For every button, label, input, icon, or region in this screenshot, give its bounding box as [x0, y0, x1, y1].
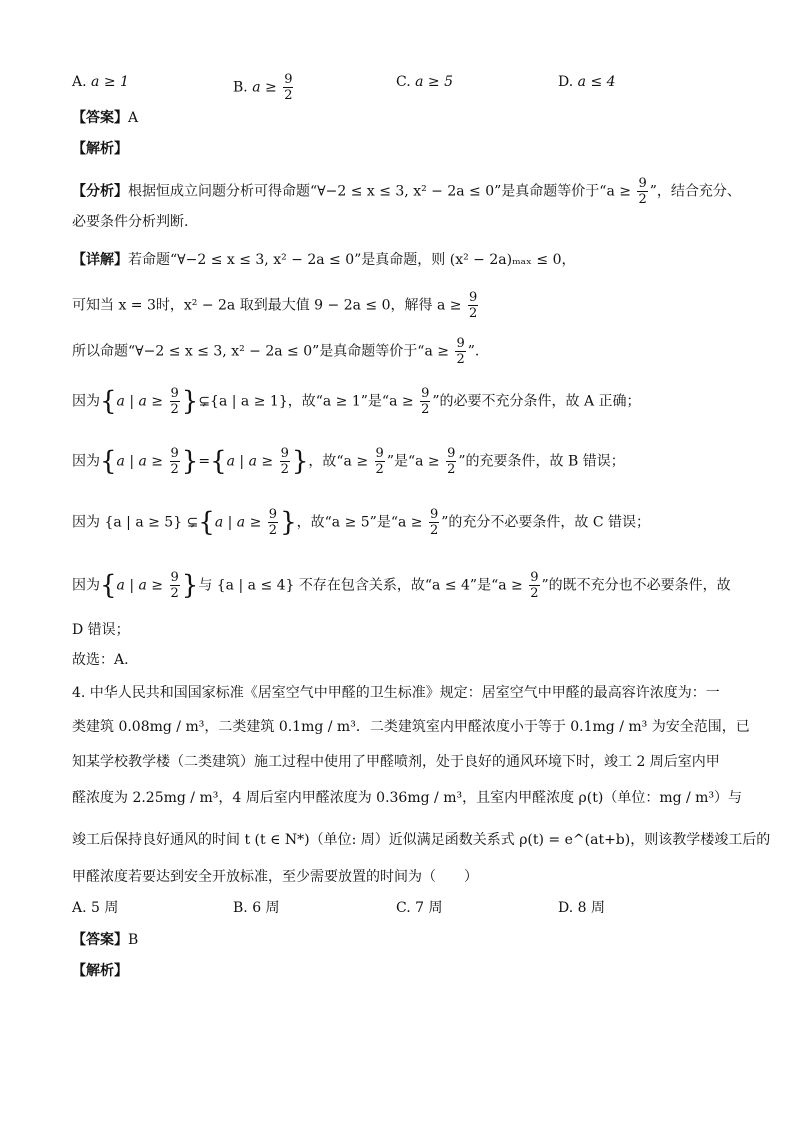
option-b: [233, 72, 295, 103]
detail-line-1: 【详解】若命题“∀−2 ≤ x ≤ 3, x² − 2a ≤ 0”是真命题，则 (x² − 2a)ₘₐₓ ≤ 0，: [72, 252, 576, 268]
fraction-nine-halves: $\frac{9}{2}$: [456, 336, 465, 367]
option-a-expr: a ≥ 1: [91, 74, 129, 90]
option-c-label: C.: [396, 74, 411, 90]
option-b-expr: a ≥: [252, 79, 277, 96]
q4-line-5: 竣工后保持良好通风的时间 t (t ∈ N*)（单位: 周）近似满足函数关系式 ρ(t) = e^(at+b)，则该教学楼竣工后的: [72, 832, 771, 848]
fraction-nine-halves: $\frac{9}{2}$: [429, 507, 439, 538]
fraction-nine-halves: $\frac{9}{2}$: [280, 446, 289, 477]
fraction-nine-halves: $\frac{9}{2}$: [375, 446, 384, 477]
q4-line-2: 类建筑 0.08mg / m³，二类建筑 0.1mg / m³．二类建筑室内甲醛浓度小于等于 0.1mg / m³ 为安全范围，已: [72, 719, 750, 735]
answer-q4-value: B: [128, 932, 139, 948]
analysis-tag-2: 【解析】: [72, 963, 128, 979]
detail-line-8: D 错误；: [72, 622, 130, 638]
answer-q4: 【答案】B: [72, 932, 139, 948]
detail-line-6: 因为 {a | a ≥ 5} ⊊{a | a ≥ $\frac{9}{2}$ }，故“a ≥ 5”是“a ≥ $\frac{9}{2}$ ”的充分不必要条件，故 C 错误；: [72, 507, 651, 538]
fraction-nine-halves: $\frac{9}{2}$: [468, 290, 478, 321]
detail-line-9: 故选：A.: [72, 652, 129, 668]
detail-line-2: 可知当 x = 3时，x² − 2a 取到最大值 9 − 2a ≤ 0，解得 a ≥ $\frac{9}{2}$: [72, 290, 478, 321]
fenxi-line-1: 【分析】根据恒成立问题分析可得命题“∀−2 ≤ x ≤ 3, x² − 2a ≤ 0”是真命题等价于“a ≥ $\frac{9}{2}$ ”，结合充分、: [72, 176, 741, 207]
option-d-expr: a ≤ 4: [577, 74, 616, 90]
fraction-nine-halves: $\frac{9}{2}$: [638, 176, 647, 207]
option-c-expr: a ≥ 5: [415, 74, 454, 90]
detail-line-5: 因为{a | a ≥ $\frac{9}{2}$ }={a | a ≥ $\frac{9}{2}$ }，故“a ≥ $\frac{9}{2}$ ”是“a ≥ $\frac{9}{2}$ ”的充要条件，故 B 错误；: [72, 446, 625, 477]
q4-option-c: C. 7 周: [396, 900, 443, 916]
fraction-nine-halves: $\frac{9}{2}$: [170, 386, 179, 417]
detail-line-3: 所以命题“∀−2 ≤ x ≤ 3, x² − 2a ≤ 0”是真命题等价于“a ≥ $\frac{9}{2}$ ”.: [72, 336, 480, 367]
detail-line-4: 因为{a | a ≥ $\frac{9}{2}$ }⊊{a | a ≥ 1}，故“a ≥ 1”是“a ≥ $\frac{9}{2}$ ”的必要不充分条件，故 A 正确；: [72, 386, 641, 417]
option-b-fraction: $\frac{9}{2}$: [284, 72, 293, 103]
q4-option-a: A. 5 周: [72, 900, 119, 916]
option-c: [396, 72, 453, 92]
answer-q3: 【答案】A: [72, 110, 139, 126]
fraction-nine-halves: $\frac{9}{2}$: [170, 446, 179, 477]
q4-option-b: B. 6 周: [233, 900, 280, 916]
option-b-label: B.: [233, 79, 248, 96]
option-d-label: D.: [558, 74, 574, 90]
q4-line-4: 醛浓度为 2.25mg / m³，4 周后室内甲醛浓度为 0.36mg / m³，且室内甲醛浓度 ρ(t)（单位：mg / m³）与: [72, 790, 743, 806]
fraction-nine-halves: $\frac{9}{2}$: [421, 386, 430, 417]
fraction-nine-halves: $\frac{9}{2}$: [447, 446, 456, 477]
q4-line-6: 甲醛浓度若要达到安全开放标准，至少需要放置的时间为（ ）: [72, 869, 478, 885]
q4-option-d: D. 8 周: [558, 900, 605, 916]
answer-q3-value: A: [128, 110, 139, 126]
q4-line-3: 知某学校教学楼（二类建筑）施工过程中使用了甲醛喷剂，处于良好的通风环境下时，竣工 2 周后室内甲: [72, 754, 720, 770]
option-a: [72, 72, 129, 92]
q4-line-1: 4. 中华人民共和国国家标准《居室空气中甲醛的卫生标准》规定：居室空气中甲醛的最高容许浓度为：一: [72, 685, 720, 701]
fraction-nine-halves: $\frac{9}{2}$: [530, 570, 539, 601]
fraction-nine-halves: $\frac{9}{2}$: [268, 507, 278, 538]
option-d: [558, 72, 616, 92]
fraction-nine-halves: $\frac{9}{2}$: [170, 570, 179, 601]
fenxi-line-2: 必要条件分析判断.: [72, 214, 189, 230]
option-a-label: A.: [72, 74, 87, 90]
analysis-tag: 【解析】: [72, 141, 128, 157]
detail-line-7: 因为{a | a ≥ $\frac{9}{2}$ }与 {a | a ≤ 4} 不存在包含关系，故“a ≤ 4”是“a ≥ $\frac{9}{2}$ ”的既不充分也不必要条件，故: [72, 570, 731, 601]
